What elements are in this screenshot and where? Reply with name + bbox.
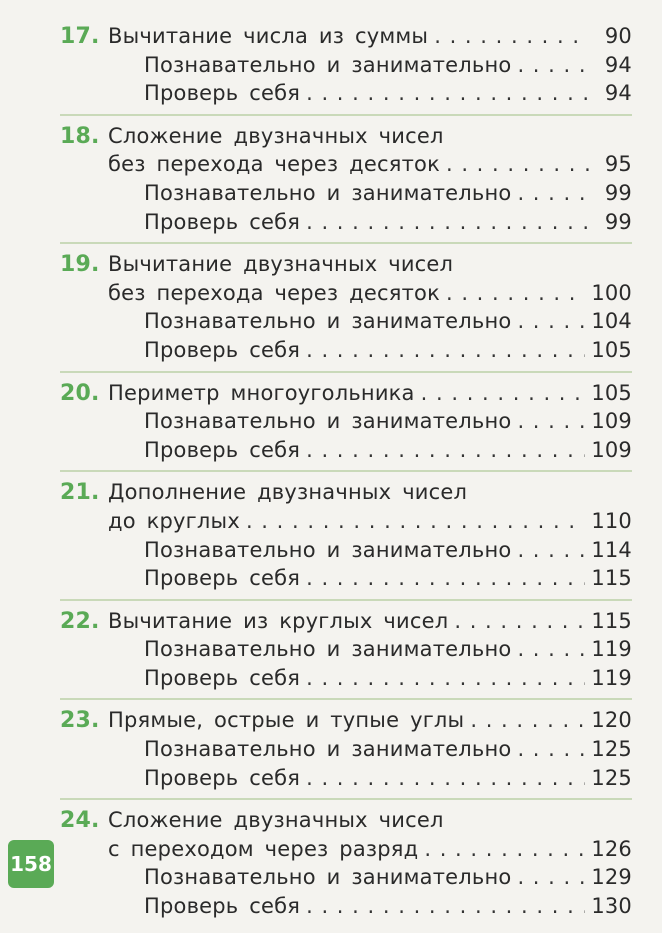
toc-subentry[interactable] bbox=[60, 564, 632, 593]
subentry-title: Проверь себя bbox=[144, 437, 301, 462]
page-ref: 110 bbox=[591, 508, 632, 533]
dot-leader bbox=[446, 279, 585, 308]
page-number-badge: 158 bbox=[8, 840, 54, 888]
page-ref: 105 bbox=[591, 337, 632, 362]
toc-subentry[interactable] bbox=[60, 764, 632, 793]
toc-subentry[interactable] bbox=[60, 79, 632, 108]
toc-subentry[interactable] bbox=[60, 51, 632, 80]
toc-section bbox=[60, 250, 632, 372]
section-title: Периметр многоугольника bbox=[108, 380, 415, 405]
section-title-continued: до круглых bbox=[108, 508, 240, 533]
section-number: 19. bbox=[60, 252, 100, 278]
dot-leader bbox=[454, 607, 585, 636]
dot-leader bbox=[434, 22, 590, 51]
subentry-title: Проверь себя bbox=[144, 81, 301, 106]
dot-leader bbox=[306, 79, 590, 108]
page-ref: 126 bbox=[591, 836, 632, 861]
dot-leader bbox=[421, 379, 586, 408]
toc-section bbox=[60, 379, 632, 473]
page-ref: 115 bbox=[591, 608, 632, 633]
dot-leader bbox=[306, 436, 585, 465]
toc-entry-title-line[interactable] bbox=[60, 478, 632, 507]
section-number: 24. bbox=[60, 808, 100, 834]
toc-entry[interactable] bbox=[60, 706, 632, 735]
dot-leader bbox=[517, 536, 585, 565]
page-ref: 95 bbox=[604, 152, 632, 177]
toc-entry[interactable] bbox=[60, 507, 632, 536]
dot-leader bbox=[306, 764, 585, 793]
toc-section bbox=[60, 806, 632, 926]
page-ref: 125 bbox=[591, 737, 632, 762]
section-title: Сложение двузначных чисел bbox=[108, 808, 444, 833]
subentry-title: Познавательно и занимательно bbox=[144, 737, 512, 762]
toc-subentry[interactable] bbox=[60, 664, 632, 693]
page-ref: 94 bbox=[604, 81, 632, 106]
toc-subentry[interactable] bbox=[60, 536, 632, 565]
section-number: 17. bbox=[60, 24, 100, 49]
subentry-title: Проверь себя bbox=[144, 665, 301, 690]
page-ref: 94 bbox=[604, 52, 632, 77]
toc-subentry[interactable] bbox=[60, 735, 632, 764]
dot-leader bbox=[517, 307, 585, 336]
subentry-title: Проверь себя bbox=[144, 566, 301, 591]
dot-leader bbox=[306, 892, 585, 921]
subentry-title: Познавательно и занимательно bbox=[144, 309, 512, 334]
subentry-title: Познавательно и занимательно bbox=[144, 52, 512, 77]
subentry-title: Проверь себя bbox=[144, 337, 301, 362]
page-ref: 114 bbox=[591, 537, 632, 562]
subentry-title: Познавательно и занимательно bbox=[144, 409, 512, 434]
toc-entry-title-line[interactable] bbox=[60, 250, 632, 279]
section-title: Вычитание из круглых чисел bbox=[108, 608, 449, 633]
page-ref: 105 bbox=[591, 380, 632, 405]
toc-subentry[interactable] bbox=[60, 892, 632, 921]
toc-entry[interactable] bbox=[60, 835, 632, 864]
section-title: Сложение двузначных чисел bbox=[108, 123, 444, 148]
page-ref: 90 bbox=[604, 24, 632, 48]
dot-leader bbox=[470, 706, 585, 735]
dot-leader bbox=[306, 564, 585, 593]
dot-leader bbox=[517, 407, 585, 436]
toc-subentry[interactable] bbox=[60, 407, 632, 436]
dot-leader bbox=[517, 735, 585, 764]
toc-section bbox=[60, 122, 632, 244]
subentry-title: Познавательно и занимательно bbox=[144, 865, 512, 890]
subentry-title: Познавательно и занимательно bbox=[144, 637, 512, 662]
section-number: 23. bbox=[60, 708, 100, 734]
toc-subentry[interactable] bbox=[60, 863, 632, 892]
page-ref: 120 bbox=[591, 708, 632, 733]
toc-entry[interactable] bbox=[60, 379, 632, 408]
page-ref: 115 bbox=[591, 566, 632, 591]
section-title: Дополнение двузначных чисел bbox=[108, 480, 468, 505]
toc-entry-title-line[interactable] bbox=[60, 806, 632, 835]
dot-leader bbox=[517, 51, 590, 80]
page-ref: 129 bbox=[591, 865, 632, 890]
toc-section bbox=[60, 22, 632, 116]
toc-subentry[interactable] bbox=[60, 179, 632, 208]
page-ref: 99 bbox=[604, 180, 632, 205]
toc-entry-title-line[interactable] bbox=[60, 122, 632, 151]
subentry-title: Проверь себя bbox=[144, 894, 301, 919]
toc-entry[interactable] bbox=[60, 279, 632, 308]
dot-leader bbox=[306, 208, 590, 237]
subentry-title: Проверь себя bbox=[144, 209, 301, 234]
section-title: Прямые, острые и тупые углы bbox=[108, 708, 465, 733]
section-title-continued: с переходом через разряд bbox=[108, 836, 419, 861]
section-number: 21. bbox=[60, 480, 100, 506]
dot-leader bbox=[517, 863, 585, 892]
toc-entry[interactable] bbox=[60, 22, 632, 51]
dot-leader bbox=[517, 635, 585, 664]
toc-subentry[interactable] bbox=[60, 436, 632, 465]
toc-subentry[interactable] bbox=[60, 336, 632, 365]
dot-leader bbox=[424, 835, 585, 864]
section-number: 18. bbox=[60, 123, 100, 149]
page-ref: 119 bbox=[591, 665, 632, 690]
subentry-title: Проверь себя bbox=[144, 765, 301, 790]
page-ref: 104 bbox=[591, 309, 632, 334]
section-number: 22. bbox=[60, 608, 100, 634]
section-title: Вычитание числа из суммы bbox=[108, 24, 429, 48]
toc-section bbox=[60, 478, 632, 600]
page-ref: 125 bbox=[591, 765, 632, 790]
page-ref: 109 bbox=[591, 409, 632, 434]
subentry-title: Познавательно и занимательно bbox=[144, 180, 512, 205]
dot-leader bbox=[446, 150, 590, 179]
dot-leader bbox=[306, 664, 585, 693]
toc-subentry[interactable] bbox=[60, 635, 632, 664]
dot-leader bbox=[517, 179, 590, 208]
page-ref: 100 bbox=[591, 280, 632, 305]
toc-entry[interactable] bbox=[60, 607, 632, 636]
subentry-title: Познавательно и занимательно bbox=[144, 537, 512, 562]
table-of-contents bbox=[60, 22, 632, 933]
section-title: Вычитание двузначных чисел bbox=[108, 252, 454, 277]
section-number: 20. bbox=[60, 380, 100, 406]
dot-leader bbox=[306, 336, 585, 365]
dot-leader bbox=[246, 507, 585, 536]
section-title-continued: без перехода через десяток bbox=[108, 280, 440, 305]
toc-subentry[interactable] bbox=[60, 307, 632, 336]
section-title-continued: без перехода через десяток bbox=[108, 152, 440, 177]
toc-subentry[interactable] bbox=[60, 208, 632, 237]
page-ref: 99 bbox=[604, 209, 632, 234]
page-ref: 109 bbox=[591, 437, 632, 462]
toc-section bbox=[60, 706, 632, 800]
toc-section bbox=[60, 607, 632, 701]
page-ref: 130 bbox=[591, 894, 632, 919]
page-ref: 119 bbox=[591, 637, 632, 662]
toc-entry[interactable] bbox=[60, 150, 632, 179]
